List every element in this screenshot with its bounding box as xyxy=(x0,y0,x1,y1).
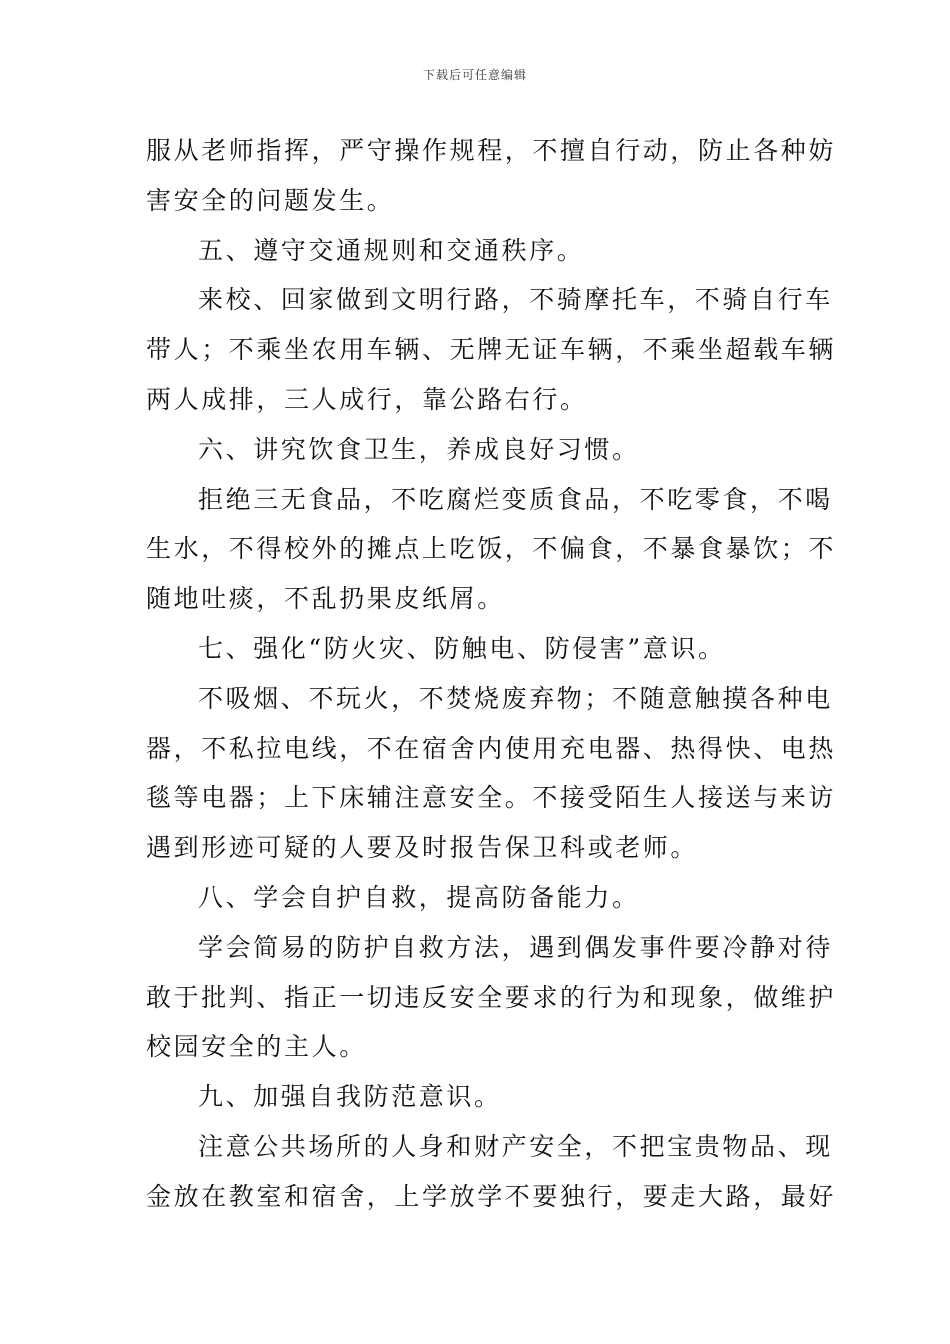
text-line: 生水，不得校外的摊点上吃饭，不偏食，不暴食暴饮；不 xyxy=(146,534,837,564)
text-line: 带人；不乘坐农用车辆、无牌无证车辆，不乘坐超载车辆 xyxy=(146,335,837,365)
text-line: 器，不私拉电线，不在宿舍内使用充电器、热得快、电热 xyxy=(146,733,837,763)
text-line: 校园安全的主人。 xyxy=(146,1032,367,1062)
text-line: 毯等电器；上下床辅注意安全。不接受陌生人接送与来访 xyxy=(146,783,837,813)
section-heading: 九、加强自我防范意识。 xyxy=(198,1082,502,1112)
section-heading: 八、学会自护自救，提高防备能力。 xyxy=(198,882,640,912)
text-line: 害安全的问题发生。 xyxy=(146,185,395,215)
section-heading: 五、遵守交通规则和交通秩序。 xyxy=(198,235,585,265)
paragraph-start: 来校、回家做到文明行路，不骑摩托车，不骑自行车 xyxy=(198,285,833,315)
section-heading: 六、讲究饮食卫生，养成良好习惯。 xyxy=(198,434,640,464)
text-line: 随地吐痰，不乱扔果皮纸屑。 xyxy=(146,584,505,614)
paragraph-start: 不吸烟、不玩火，不焚烧废弃物；不随意触摸各种电 xyxy=(198,683,833,713)
paragraph-start: 拒绝三无食品，不吃腐烂变质食品，不吃零食，不喝 xyxy=(198,484,833,514)
document-body xyxy=(146,126,837,1222)
text-line: 两人成排，三人成行，靠公路右行。 xyxy=(146,384,588,414)
paragraph-start: 注意公共场所的人身和财产安全，不把宝贵物品、现 xyxy=(198,1131,833,1161)
page-header: 下载后可任意编辑 xyxy=(422,68,527,82)
text-line: 敢于批判、指正一切违反安全要求的行为和现象，做维护 xyxy=(146,982,837,1012)
paragraph-start: 学会简易的防护自救方法，遇到偶发事件要冷静对待 xyxy=(198,932,833,962)
text-line: 遇到形迹可疑的人要及时报告保卫科或老师。 xyxy=(146,833,699,863)
text-line: 金放在教室和宿舍，上学放学不要独行，要走大路，最好 xyxy=(146,1181,837,1211)
section-heading: 七、强化“防火灾、防触电、防侵害”意识。 xyxy=(198,633,726,663)
text-line: 服从老师指挥，严守操作规程，不擅自行动，防止各种妨 xyxy=(146,136,837,165)
